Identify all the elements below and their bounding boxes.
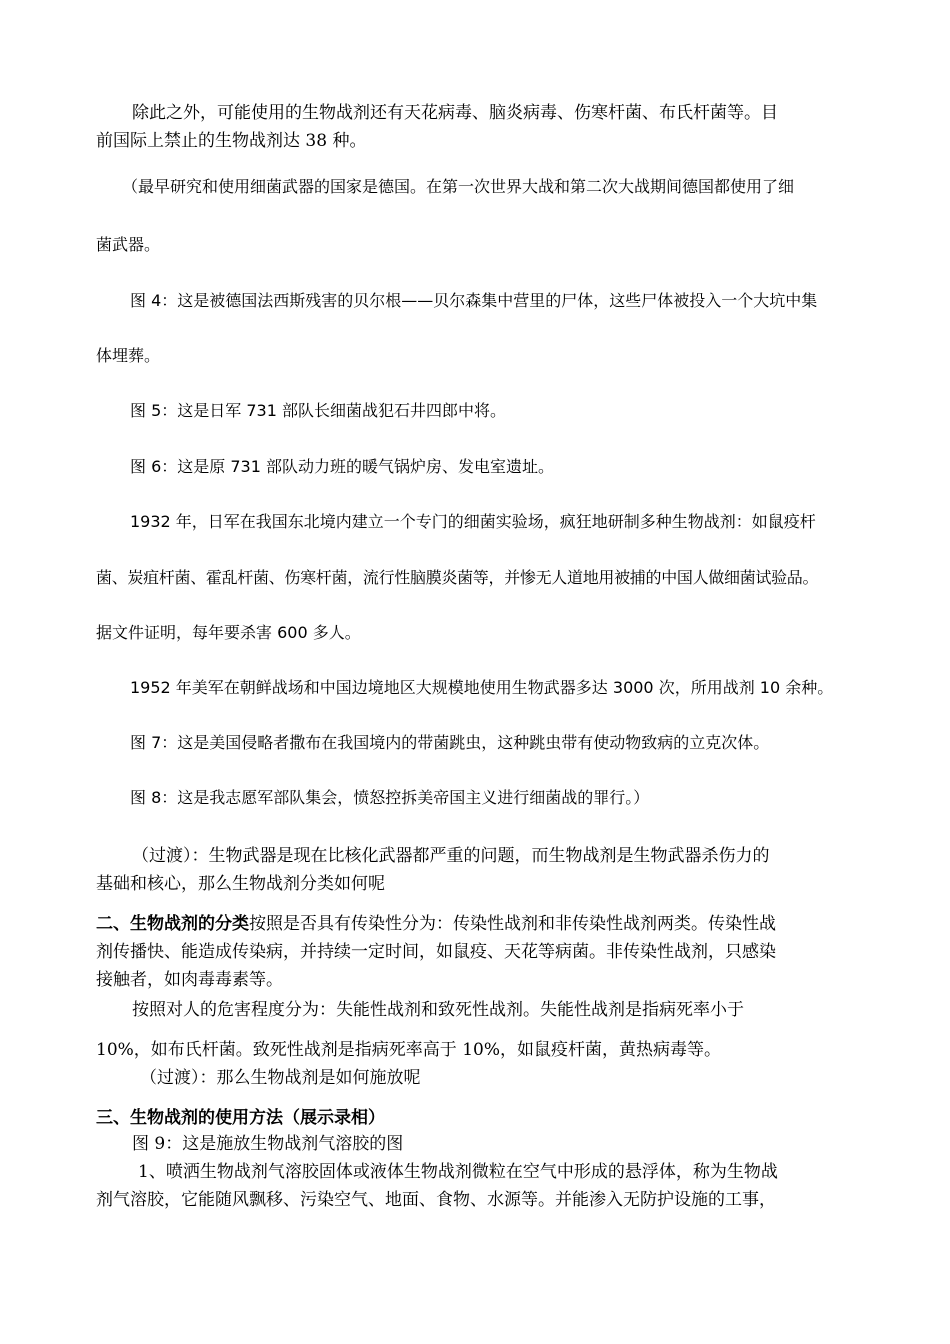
- figure-caption: 图 7：这是美国侵略者撒布在我国境内的带菌跳虫，这种跳虫带有使动物致病的立克次体。: [130, 733, 770, 752]
- paragraph-line: 剂气溶胶，它能随风飘移、污染空气、地面、食物、水源等。并能渗入无防护设施的工事，: [96, 1190, 776, 1210]
- paragraph-line: 1952 年美军在朝鲜战场和中国边境地区大规模地使用生物武器多达 3000 次，所用战剂 10 余种。: [130, 678, 834, 697]
- section-heading: 二、生物战剂的分类: [96, 914, 249, 934]
- paragraph-line: 菌、炭疽杆菌、霍乱杆菌、伤寒杆菌，流行性脑膜炎菌等，并惨无人道地用被捕的中国人做细菌试验品。: [96, 568, 819, 587]
- paragraph-line: 体埋葬。: [96, 346, 161, 365]
- section-heading: 三、生物战剂的使用方法（展示录相）: [96, 1108, 385, 1128]
- paragraph-line: 据文件证明，每年要杀害 600 多人。: [96, 623, 361, 642]
- paragraph-line: 按照对人的危害程度分为：失能性战剂和致死性战剂。失能性战剂是指病死率小于: [132, 1000, 744, 1020]
- transition-line: （过渡）：生物武器是现在比核化武器都严重的问题，而生物战剂是生物武器杀伤力的: [132, 846, 770, 866]
- paragraph-line: 基础和核心，那么生物战剂分类如何呢: [96, 874, 385, 894]
- paragraph-line: 菌武器。: [96, 235, 161, 254]
- figure-caption: 图 9：这是施放生物战剂气溶胶的图: [132, 1134, 404, 1154]
- figure-caption: 图 4：这是被德国法西斯残害的贝尔根——贝尔森集中营里的尸体，这些尸体被投入一个大坑中集: [130, 291, 818, 310]
- paragraph-line: 剂传播快、能造成传染病，并持续一定时间，如鼠疫、天花等病菌。非传染性战剂，只感染: [96, 942, 776, 962]
- section-two-line: [96, 910, 866, 938]
- paragraph-text: 按照是否具有传染性分为：传染性战剂和非传染性战剂两类。传染性战: [249, 914, 776, 934]
- figure-caption: 图 8：这是我志愿军部队集会，愤怒控拆美帝国主义进行细菌战的罪行。）: [130, 788, 650, 807]
- paragraph-line: 前国际上禁止的生物战剂达 38 种。: [96, 131, 367, 151]
- paragraph-line: 10%，如布氏杆菌。致死性战剂是指病死率高于 10%，如鼠疫杆菌，黄热病毒等。: [96, 1040, 721, 1060]
- figure-caption: 图 6：这是原 731 部队动力班的暖气锅炉房、发电室遗址。: [130, 457, 554, 476]
- paragraph-line: （最早研究和使用细菌武器的国家是德国。在第一次世界大战和第二次大战期间德国都使用了细: [122, 177, 795, 196]
- paragraph-line: 1、喷洒生物战剂气溶胶固体或液体生物战剂微粒在空气中形成的悬浮体，称为生物战: [138, 1162, 778, 1182]
- paragraph-line: 1932 年，日军在我国东北境内建立一个专门的细菌实验场，疯狂地研制多种生物战剂：如鼠疫杆: [130, 512, 816, 531]
- transition-line: （过渡）：那么生物战剂是如何施放呢: [140, 1068, 421, 1088]
- paragraph-line: 除此之外，可能使用的生物战剂还有天花病毒、脑炎病毒、伤寒杆菌、布氏杆菌等。目: [132, 103, 778, 123]
- paragraph-line: 接触者，如肉毒毒素等。: [96, 970, 283, 990]
- figure-caption: 图 5：这是日军 731 部队长细菌战犯石井四郎中将。: [130, 401, 506, 420]
